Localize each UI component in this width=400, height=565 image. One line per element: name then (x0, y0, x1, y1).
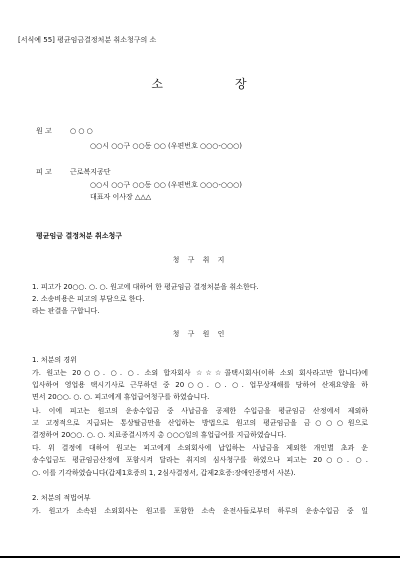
claim-heading: 청 구 취 지 (172, 256, 228, 264)
section1-line: 고 고정적으로 지급되는 통상탈금만을 산입하는 방법으로 원고의 평균임금을 금○○○원으로 (32, 419, 368, 427)
section1-line: 송수입금도 평균임금산정에 포함시켜 달라는 취지의 심사청구를 하였으나 피고는 20○○. ○. (32, 456, 368, 464)
section2-line: 가. 원고가 소속된 소외회사는 원고를 포함한 소속 운전사들로부터 하루의 운송수입금 중 일 (32, 507, 368, 515)
section2-title: 2. 처분의 적법여부 (32, 494, 91, 502)
defendant-label: 피 고 (36, 168, 52, 176)
section1-title: 1. 처분의 경위 (32, 356, 77, 364)
bottom-rule (0, 556, 400, 558)
section1-line: ○. 이를 기각하였습니다(갑제1호증의 1, 2심사결정서, 갑제2호증:장애인증명서 사본). (32, 469, 296, 477)
claim-item-2: 2. 소송비용은 피고의 부담으로 한다. (32, 295, 145, 303)
plaintiff-name: ○ ○ ○ (70, 127, 93, 135)
section1-line: 다. 위 결정에 대하여 원고는 피고에게 소외회사에 납입하는 사납금을 제외한 개인별 초과 운 (32, 444, 368, 452)
section1-line: 면서 20○○. ○. ○. 피고에게 휴업급여청구를 하였습니다. (32, 393, 210, 401)
plaintiff-address: ○○시 ○○구 ○○동 ○○ (우편번호 ○○○-○○○) (90, 142, 242, 150)
form-label: [서식예 55] 평균임금결정처분 취소청구의 소 (18, 36, 157, 44)
title-char-2: 장 (235, 77, 249, 91)
case-name: 평균임금 결정처분 취소청구 (36, 232, 123, 240)
defendant-address: ○○시 ○○구 ○○동 ○○ (우편번호 ○○○-○○○) (90, 181, 242, 189)
cause-heading: 청 구 원 인 (172, 330, 228, 338)
section1-line: 결정하여 20○○. ○. ○. 치료종결시까지 총 ○○○일의 휴업급여를 지급하였습니다. (32, 431, 287, 439)
section1-line: 나. 이에 피고는 원고의 운송수입금 중 사납금을 공제한 수입금을 평균임금 산정에서 제외하 (32, 407, 368, 415)
claim-conclusion: 라는 판결을 구합니다. (32, 307, 100, 315)
section1-line: 입사하여 영업용 택시기사로 근무하던 중 20○○. ○. ○. 업무상재해를 당하여 산재요양을 하 (32, 381, 368, 389)
plaintiff-label: 원 고 (36, 127, 52, 135)
claim-item-1: 1. 피고가 20○○. ○. ○. 원고에 대하여 한 평균임금 결정처분을 취소한다. (32, 283, 259, 291)
document-title (0, 77, 400, 91)
defendant-representative: 대표자 이사장 △△△ (90, 193, 152, 201)
defendant-name: 근로복지공단 (70, 168, 111, 176)
title-char-1: 소 (151, 77, 165, 91)
section1-line: 가. 원고는 20○○. ○. ○. 소외 합자회사 ☆☆☆콜택시회사(이하 소외 회사라고만 합니다)에 (32, 369, 368, 377)
